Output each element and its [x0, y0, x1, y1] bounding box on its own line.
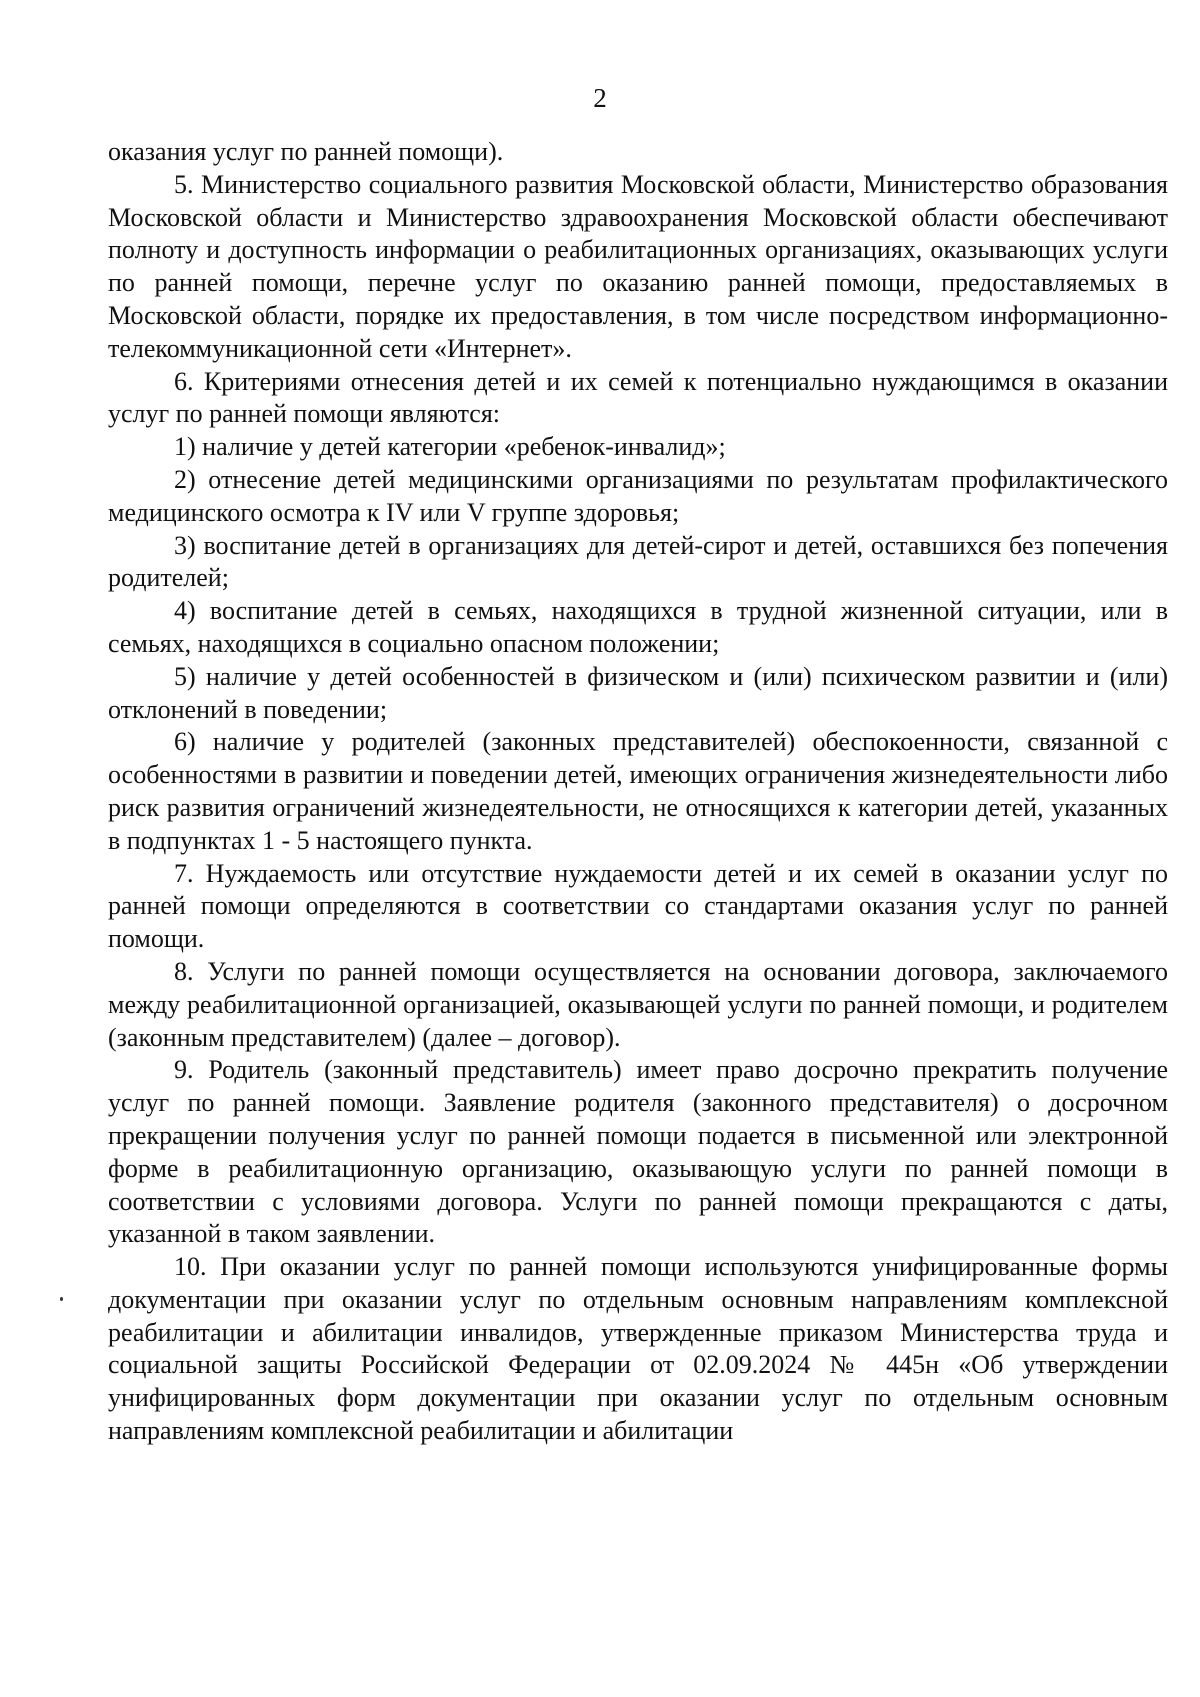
paragraph-continuation: оказания услуг по ранней помощи).: [108, 137, 504, 166]
subitem-6-3: 3) воспитание детей в организациях для детей-сирот и детей, оставшихся без попечения родителей;: [108, 530, 1168, 593]
subitem-6-1: 1) наличие у детей категории «ребенок-инвалид»;: [174, 432, 726, 462]
subitem-6-6: 6) наличие у родителей (законных представителей) обеспокоенности, связанной с особенностями в развитии и поведении детей, имеющих ограничения жизнедеятельности либо риск развития ограничений жизнедеятельности, не относящихся к категории детей, указанных в подпунктах 1 - 5 настоящего пункта.: [108, 727, 1168, 855]
subitem-6-2: 2) отнесение детей медицинскими организациями по результатам профилактического медицинского осмотра к IV или V группе здоровья;: [108, 464, 1168, 527]
paragraph-item-8: 8. Услуги по ранней помощи осуществляется на основании договора, заключаемого между реабилитационной организацией, оказывающей услуги по ранней помощи, и родителем (законным представителем) (далее – договор).: [108, 956, 1168, 1052]
paragraph-item-6: 6. Критериями отнесения детей и их семей к потенциально нуждающимся в оказании услуг по ранней помощи являются:: [108, 366, 1168, 429]
paragraph-item-9: 9. Родитель (законный представитель) имеет право досрочно прекратить получение услуг по ранней помощи. Заявление родителя (законного представителя) о досрочном прекращении получения услуг по ранней помощи подается в письменной или электронной форме в реабилитационную организацию, оказывающую услуги по ранней помощи в соответствии с условиями договора. Услуги по ранней помощи прекращаются с даты, указанной в таком заявлении.: [108, 1055, 1168, 1249]
paragraph-item-10: 10. При оказании услуг по ранней помощи используются унифицированные формы документации при оказании услуг по отдельным основным направлениям комплексной реабилитации и абилитации инвалидов, утвержденные приказом Министерства труда и социальной защиты Российской Федерации от 02.09.2024 № 445н «Об утверждении унифицированных форм документации при оказании услуг по отдельным основным направлениям комплексной реабилитации и абилитации: [108, 1252, 1168, 1446]
page-number: 2: [593, 83, 607, 113]
paragraph-item-7: 7. Нуждаемость или отсутствие нуждаемости детей и их семей в оказании услуг по ранней помощи определяются в соответствии со стандартами оказания услуг по ранней помощи.: [108, 858, 1168, 954]
scan-speck: [60, 1297, 63, 1301]
subitem-6-4: 4) воспитание детей в семьях, находящихся в трудной жизненной ситуации, или в семьях, находящихся в социально опасном положении;: [108, 596, 1168, 658]
paragraph-item-5: 5. Министерство социального развития Московской области, Министерство образования Московской области и Министерство здравоохранения Московской области обеспечивают полноту и доступность информации о реабилитационных организациях, оказывающих услуги по ранней помощи, перечне услуг по оказанию ранней помощи, предоставляемых в Московской области, порядке их предоставления, в том числе посредством информационно-телекоммуникационной сети «Интернет».: [108, 169, 1168, 363]
subitem-6-5: 5) наличие у детей особенностей в физическом и (или) психическом развитии и (или) отклонений в поведении;: [108, 661, 1168, 724]
document-body: [108, 136, 1168, 1448]
